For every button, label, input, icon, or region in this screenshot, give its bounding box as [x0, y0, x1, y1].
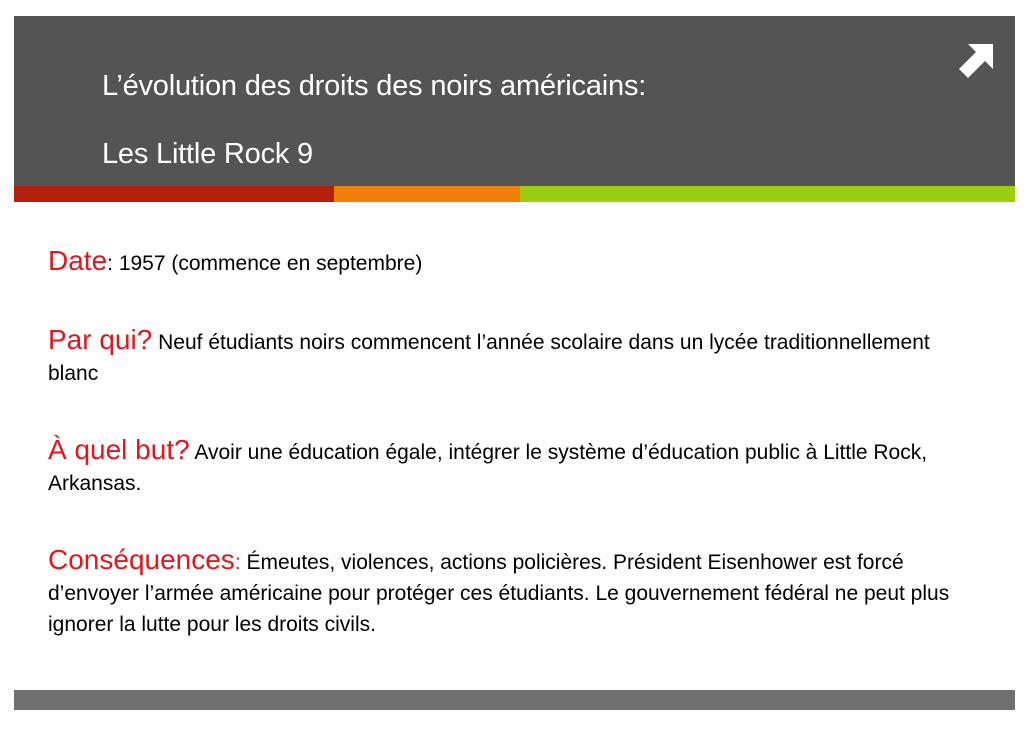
section-text: Neuf étudiants noirs commencent l’année scolaire dans un lycée traditionnellement blanc [48, 331, 930, 385]
slide-subtitle: Les Little Rock 9 [102, 138, 313, 170]
slide-body [48, 245, 978, 640]
section-text: Émeutes, violences, actions policières. Président Eisenhower est forcé d’envoyer l’armée américaine pour protéger ces étudiants. Le gouvernement fédéral ne peut plus ignorer la lutte pour les droits civils. [48, 551, 950, 636]
section-heading: Par qui? [48, 324, 153, 355]
slide-title: L’évolution des droits des noirs américains: [102, 70, 647, 102]
slide-header [14, 16, 1015, 186]
footer-bar [14, 690, 1015, 710]
section-text: 1957 (commence en septembre) [118, 252, 423, 275]
section-separator: : [107, 252, 119, 275]
section-date [48, 245, 978, 279]
section-heading: À quel but? [48, 434, 190, 465]
section-heading: Date [48, 245, 108, 276]
section-text: Avoir une éducation égale, intégrer le système d’éducation public à Little Rock, Arkansas. [48, 441, 928, 495]
accent-stripe-orange [334, 186, 520, 202]
section-heading: Conséquences [48, 544, 235, 575]
section-separator: : [234, 551, 247, 574]
section-par-qui [48, 324, 978, 389]
section-consequences [48, 544, 978, 640]
section-quel-but [48, 434, 978, 499]
accent-stripe-red [14, 186, 334, 202]
accent-stripe-green [520, 186, 1015, 202]
arrow-up-right-icon [957, 40, 997, 80]
